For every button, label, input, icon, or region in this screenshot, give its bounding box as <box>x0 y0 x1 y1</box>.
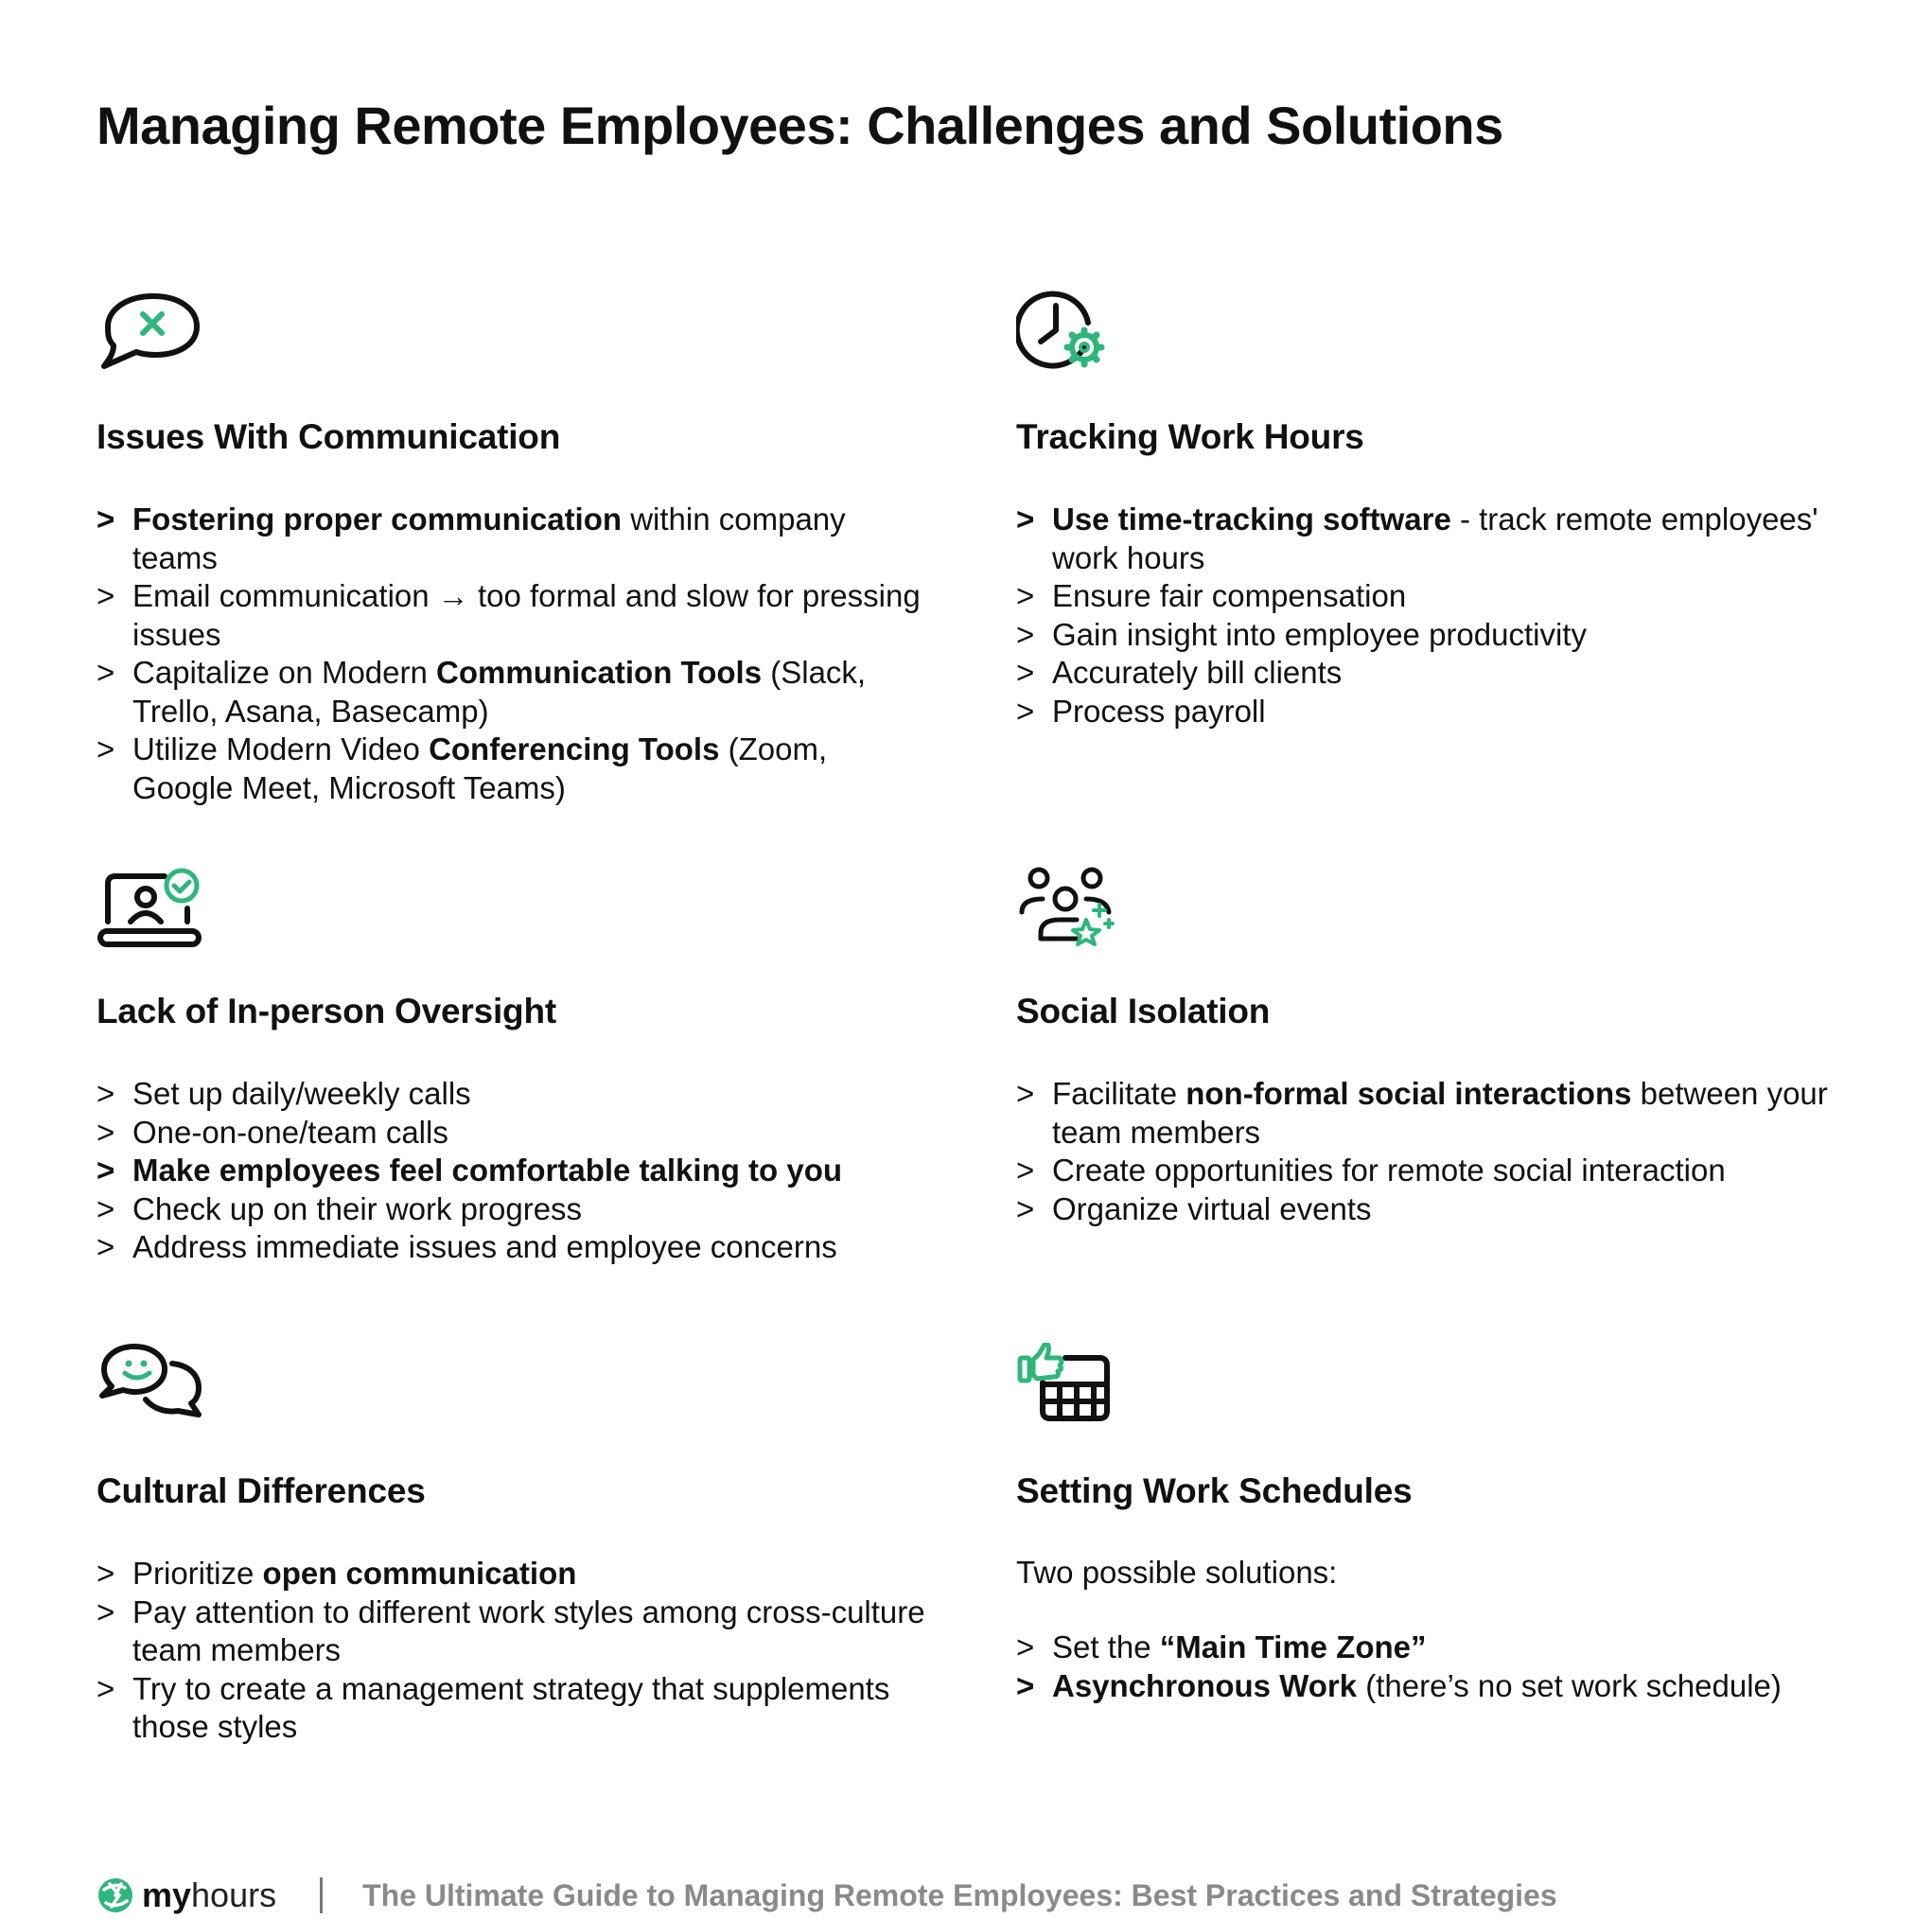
list-item <box>1016 1152 1849 1190</box>
list-item <box>1016 1075 1849 1152</box>
list-item <box>1016 616 1849 655</box>
bold-text: Make employees feel comfortable talking to you <box>132 1153 843 1188</box>
chevron-right-icon: > <box>97 1153 115 1188</box>
list-item <box>97 1075 929 1114</box>
list-item <box>97 501 929 577</box>
list-item <box>1016 1667 1849 1706</box>
text: Check up on their work progress <box>132 1190 583 1226</box>
laptop-user-check-icon <box>97 863 210 958</box>
text: Prioritize <box>132 1556 263 1591</box>
bold-text: Communication Tools <box>436 655 763 690</box>
section-work-schedules <box>1016 1343 1849 1705</box>
chevron-right-icon: > <box>97 1556 115 1591</box>
speech-bubble-x-icon <box>97 289 210 383</box>
bullet-list <box>1016 501 1849 731</box>
text: (there’s no set work schedule) <box>1357 1667 1782 1703</box>
text: Organize virtual events <box>1052 1190 1372 1226</box>
bullet-list <box>1016 1629 1849 1705</box>
chevron-right-icon: > <box>1016 502 1035 537</box>
list-item <box>1016 654 1849 693</box>
section-oversight <box>97 863 929 1267</box>
bold-text: Asynchronous Work <box>1052 1667 1358 1703</box>
chevron-right-icon: > <box>97 655 115 690</box>
brand-my: my <box>142 1875 192 1914</box>
chevron-right-icon: > <box>1016 1629 1035 1664</box>
chevron-right-icon: > <box>1016 1667 1035 1703</box>
bullet-list <box>97 1075 929 1267</box>
chevron-right-icon: > <box>1016 1076 1035 1111</box>
text: One-on-one/team calls <box>132 1114 448 1150</box>
bold-text: Conferencing Tools <box>429 731 720 766</box>
bold-text: non-formal social interactions <box>1186 1076 1632 1111</box>
chevron-right-icon: > <box>1016 693 1035 729</box>
chevron-right-icon: > <box>97 578 115 613</box>
footer-guide-title: The Ultimate Guide to Managing Remote Employees: Best Practices and Strategies <box>362 1877 1557 1912</box>
myhours-logo-icon <box>97 1876 134 1914</box>
text: Set the <box>1052 1629 1160 1664</box>
chevron-right-icon: > <box>97 1114 115 1150</box>
chevron-right-icon: > <box>1016 1190 1035 1226</box>
list-item <box>97 1555 929 1593</box>
section-heading: Tracking Work Hours <box>1016 417 1364 456</box>
section-cultural-differences <box>97 1343 929 1747</box>
chevron-right-icon: > <box>1016 1153 1035 1188</box>
text: - track remote employees' work hours <box>1052 502 1818 575</box>
list-item <box>97 1670 929 1747</box>
page-title: Managing Remote Employees: Challenges and Solutions <box>97 96 1503 155</box>
bold-text: Fostering proper communication <box>132 502 623 537</box>
chat-bubbles-smile-icon <box>97 1343 210 1437</box>
list-item <box>97 1228 929 1267</box>
list-item <box>97 731 929 807</box>
text: Set up daily/weekly calls <box>132 1076 471 1111</box>
text: Email communication → too formal and slow for pressing issues <box>132 578 921 652</box>
chevron-right-icon: > <box>97 1076 115 1111</box>
bullet-list <box>97 1555 929 1747</box>
section-tracking-hours <box>1016 289 1849 731</box>
chevron-right-icon: > <box>97 502 115 537</box>
list-item <box>97 1152 929 1190</box>
chevron-right-icon: > <box>97 1229 115 1264</box>
text: Capitalize on Modern <box>132 655 437 690</box>
section-communication <box>97 289 929 807</box>
section-heading: Social Isolation <box>1016 992 1271 1030</box>
chevron-right-icon: > <box>97 1593 115 1629</box>
text: Create opportunities for remote social interaction <box>1052 1153 1726 1188</box>
team-star-icon <box>1016 863 1130 958</box>
bullet-list <box>1016 1075 1849 1228</box>
clock-gear-icon <box>1016 289 1130 383</box>
chevron-right-icon: > <box>1016 655 1035 690</box>
section-heading: Lack of In-person Oversight <box>97 992 556 1030</box>
brand-logo <box>97 1875 276 1915</box>
section-intro: Two possible solutions: <box>1016 1555 1338 1590</box>
text: between your team members <box>1052 1076 1828 1150</box>
bullet-list <box>97 501 929 807</box>
bold-text: “Main Time Zone” <box>1159 1629 1427 1664</box>
list-item <box>1016 501 1849 577</box>
text: Gain insight into employee productivity <box>1052 616 1587 652</box>
list-item <box>1016 1629 1849 1667</box>
text: Pay attention to different work styles among cross-culture team members <box>132 1593 925 1667</box>
section-heading: Cultural Differences <box>97 1471 426 1510</box>
text: Try to create a management strategy that supplements those styles <box>132 1670 890 1744</box>
section-social-isolation <box>1016 863 1849 1228</box>
text: Address immediate issues and employee concerns <box>132 1229 837 1264</box>
text: Process payroll <box>1052 693 1266 729</box>
list-item <box>97 577 929 654</box>
chevron-right-icon: > <box>97 1670 115 1706</box>
list-item <box>1016 693 1849 731</box>
footer-divider <box>320 1877 323 1913</box>
text: Accurately bill clients <box>1052 655 1343 690</box>
list-item <box>1016 577 1849 616</box>
list-item <box>97 1190 929 1229</box>
text: Utilize Modern Video <box>132 731 430 766</box>
list-item <box>97 1593 929 1670</box>
chevron-right-icon: > <box>97 1190 115 1226</box>
bold-text: open communication <box>262 1556 577 1591</box>
chevron-right-icon: > <box>97 731 115 766</box>
brand-hours: hours <box>191 1875 277 1914</box>
text: (Zoom, Google Meet, Microsoft Teams) <box>132 731 828 805</box>
chevron-right-icon: > <box>1016 616 1035 652</box>
section-heading: Setting Work Schedules <box>1016 1471 1413 1510</box>
text: Ensure fair compensation <box>1052 578 1407 613</box>
list-item <box>97 1114 929 1153</box>
bold-text: Use time-tracking software <box>1052 502 1451 537</box>
section-heading: Issues With Communication <box>97 417 561 456</box>
list-item <box>97 654 929 731</box>
text: within company teams <box>132 502 846 575</box>
text: Facilitate <box>1052 1076 1186 1111</box>
chevron-right-icon: > <box>1016 578 1035 613</box>
calendar-thumbs-up-icon <box>1016 1343 1130 1437</box>
text: (Slack, Trello, Asana, Basecamp) <box>132 655 867 729</box>
list-item <box>1016 1190 1849 1229</box>
